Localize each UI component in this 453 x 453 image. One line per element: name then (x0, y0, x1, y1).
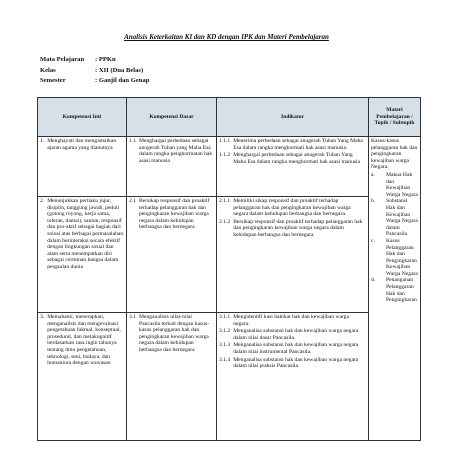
header-materi: Materi Pembelajaran / Topik / Subtopik (369, 98, 421, 137)
indikator-number: 3.1.4 (219, 356, 231, 363)
kd-text: Menghargai perbedaan sebagai anugerah Tuhan yang Maha Esa dalam rangka penghormatan hak asasi manusia (139, 138, 213, 164)
indikator-text: Menganalisa substansi hak dan kewajiban warga negara dalam nilai instrumental Pancasila. (233, 342, 359, 355)
table-row (38, 197, 421, 313)
indikator-cell (217, 197, 369, 313)
ki-cell (38, 313, 127, 441)
header-kompetensi-dasar: Kompetensi Dasar (127, 98, 217, 137)
ki-cell (38, 197, 127, 313)
ki-number: 3. (40, 314, 45, 320)
table-row (38, 313, 421, 441)
ki-number: 2. (40, 198, 45, 204)
list-item (371, 277, 418, 303)
kd-cell (127, 313, 217, 441)
ki-text: Memahami, menerapkan, menganalisis dan mengevaluasi pengetahuan faktual, konseptual, prosedural, dan metakognitif berdasarkan rasa ingin tahunya tentang ilmu pengetahuan, teknologi, seni, budaya, dan humaniora dengan wawasan (47, 314, 121, 367)
indikator-text: Memiliki sikap responsif dan proaktif terhadap pelanggaran hak dan pengingkaran kewajiban warga negara dalam kehidupan berbangsa dan bernegara. (233, 198, 351, 218)
meta-value: : XII (Dua Belas) (95, 66, 144, 74)
materi-number: d. (371, 277, 376, 284)
ki-text: Menunjukkan perilaku jujur, disiplin, tanggung jawab, peduli (gotong royong, kerja sama, toleran, damai), santun, responsif dan pro-aktif sebagai bagian dari solusi atas berbagai permasalahan dalam berinteraksi secara efektif dengan lingkungan sosial dan alam serta menempatkan diri sebagai cerminan bangsa dalam pergaulan dunia (47, 198, 124, 270)
ki-text: Menghayati dan mengamalkan ajaran agama yang dianutnya (47, 138, 117, 151)
materi-text: Makna Hak dan Kewajiban Warga Negara (386, 171, 418, 198)
materi-list (371, 172, 418, 304)
indikator-text: Mengidentifi kasi hakikat hak dan kewajiban warga negara. (233, 314, 349, 327)
header-kompetensi-inti: Kompetensi Inti (38, 98, 127, 137)
indikator-number: 3.1.2 (219, 328, 231, 335)
document-title: Analisis Keterkaitan KI dan KD dengan IPK dan Materi Pembelajaran (124, 33, 329, 41)
indikator-number: 3.1.1 (219, 314, 231, 320)
ki-cell (38, 137, 127, 197)
indikator-text: Menganalisa substansi hak dan kewajiban warga negara dalam nilai dasar Pancasila. (233, 328, 359, 341)
meta-row-semester (40, 76, 149, 87)
meta-row-subject (40, 55, 149, 66)
indikator-text: Menghargai perbedaan sebagai anugerah Tuhan Yang Maha Esa dalam rangka menghormati hak asasi manusia (233, 152, 361, 165)
indikator-number: 1.1.1 (219, 138, 231, 144)
kd-number: 2.1 (129, 198, 136, 204)
indikator-number: 2.1.1 (219, 198, 231, 204)
kd-number: 3.1 (129, 314, 136, 320)
materi-number: c. (371, 237, 375, 244)
table-header-row (38, 98, 421, 137)
ki-number: 1. (40, 138, 45, 144)
list-item (371, 238, 418, 278)
meta-value: : PPKn (95, 56, 116, 63)
list-item (371, 198, 418, 238)
kd-cell (127, 137, 217, 197)
header-indikator: Indikator (217, 98, 369, 137)
indikator-cell (217, 313, 369, 441)
indikator-number: 2.1.2 (219, 218, 231, 225)
indikator-text: Menganalisa substansi hak dan kewajiban warga negara dalam nilai praksis Pancasila. (233, 356, 359, 370)
meta-key: Mata Pelajaran (40, 56, 85, 63)
indikator-cell (217, 137, 369, 197)
meta-block (40, 55, 149, 87)
kd-text: Menganalisis nilai-nilai Pancasila terkait dengan kasus-kasus pelanggaran hak dan pengingkaran kewajiban warga negara dalam kehidupan berbangsa dan bernegara (139, 314, 210, 353)
meta-row-class (40, 66, 149, 77)
kd-number: 1.1 (129, 138, 136, 144)
meta-key: Semester (40, 77, 66, 84)
kd-cell (127, 197, 217, 313)
kd-text: Bersikap responsif dan proaktif terhadap pelanggaran hak dan pengingkaran kewajiban warga negara dalam kehidupan berbangsa dan bernegara (139, 198, 210, 231)
indikator-text: Bersikap responsif dan proaktif terhadap pelanggaran hak dan pengingkaran kewajiban warga negara dalam kehidupan berbangsa dan bernegara (233, 218, 363, 238)
table-row (38, 137, 421, 197)
meta-key: Kelas (40, 66, 56, 74)
materi-text: Kasus Pelanggaran Hak dan Pengingkaran Kewajiban Warga Negara (386, 237, 418, 277)
materi-lead: Kasus-kasus pelanggaran hak dan pengingkaran kewajiban warga Negara. (371, 138, 418, 171)
indikator-number: 1.1.2 (219, 152, 231, 159)
materi-number: a. (371, 171, 375, 178)
indikator-number: 3.1.3 (219, 342, 231, 349)
materi-text: Penanganan Pelanggaran Hak dan Pengingkaran (386, 277, 417, 304)
list-item (371, 172, 418, 198)
meta-value: : Ganjil dan Genap (95, 77, 150, 84)
materi-cell (369, 137, 421, 441)
indikator-text: Menerima perbedaan sebagai anugerah Tuhan Yang Maha Esa dalam rangka menghormati hak asasi manusia. (233, 138, 363, 151)
analysis-table (37, 97, 421, 441)
materi-number: b. (371, 198, 376, 205)
materi-text: Substansi Hak dan Kewajiban Warga Negara dalam Pancasila (386, 198, 418, 238)
